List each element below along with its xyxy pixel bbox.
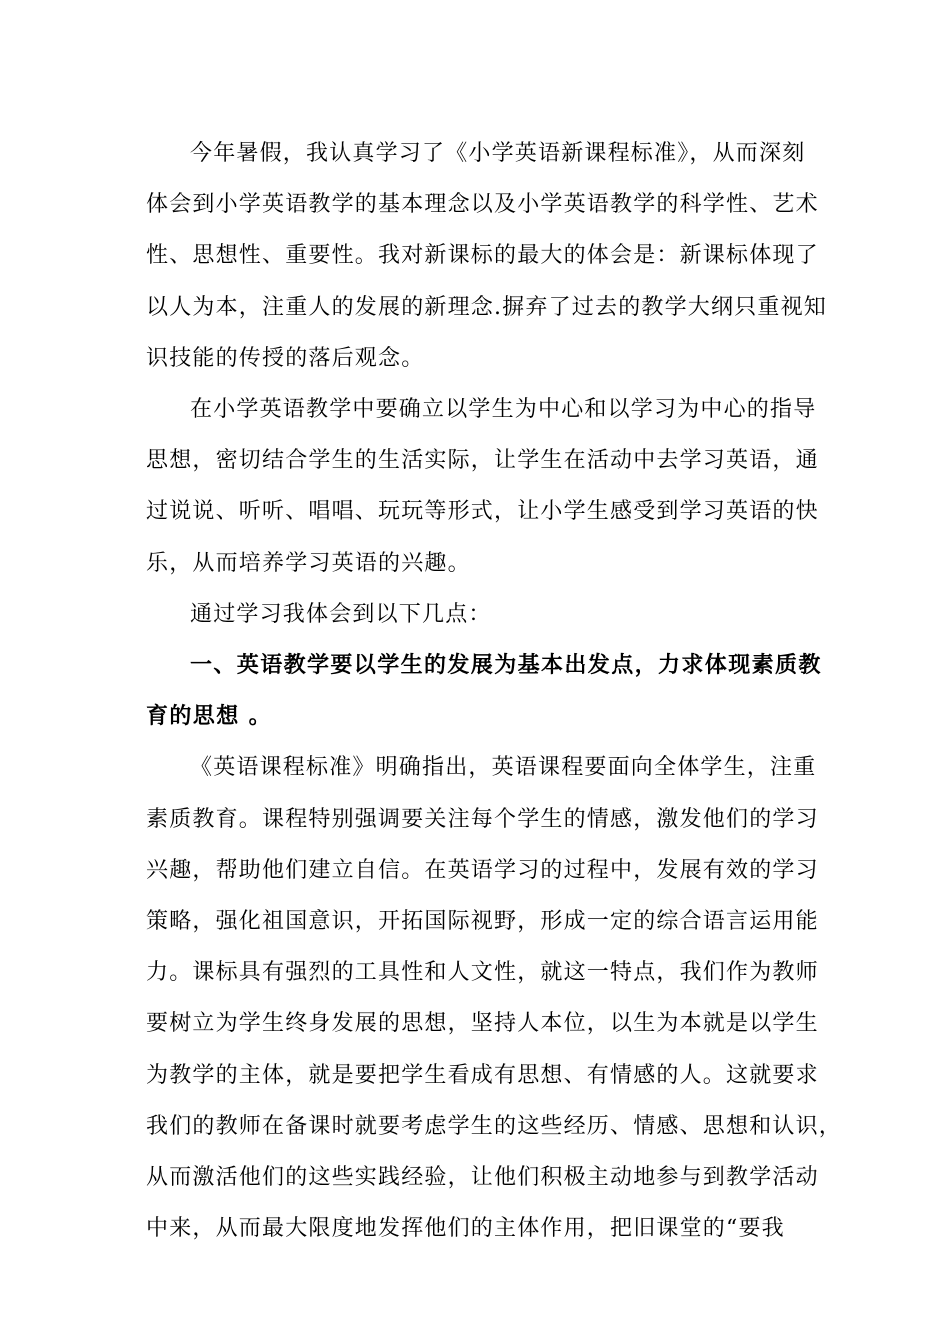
body-paragraph <box>146 384 819 589</box>
text-line: 思想，密切结合学生的生活实际，让学生在活动中去学习英语，通 <box>146 448 819 474</box>
text-line: 识技能的传授的落后观念。 <box>146 345 425 371</box>
text-line: 今年暑假，我认真学习了《小学英语新课程标准》，从而深刻 <box>190 141 806 166</box>
body-paragraph <box>146 128 827 384</box>
text-line: 以人为本，注重人的发展的新理念.摒弃了过去的教学大纲只重视知 <box>146 294 827 320</box>
text-line: 从而激活他们的这些实践经验，让他们积极主动地参与到教学活动 <box>146 1165 819 1191</box>
text-line: 过说说、听听、唱唱、玩玩等形式，让小学生感受到学习英语的快 <box>146 499 819 525</box>
body-paragraph <box>146 742 843 1254</box>
text-line: 一、英语教学要以学生的发展为基本出发点，力求体现素质教 <box>190 653 822 679</box>
text-line: 我们的教师在备课时就要考虑学生的这些经历、情感、思想和认识， <box>146 1113 843 1139</box>
text-line: 育的思想 。 <box>146 704 273 730</box>
text-line: 为教学的主体，就是要把学生看成有思想、有情感的人。这就要求 <box>146 1062 819 1088</box>
text-line: 策略，强化祖国意识，开拓国际视野，形成一定的综合语言运用能 <box>146 909 819 935</box>
document-body <box>146 128 843 1254</box>
text-line: 体会到小学英语教学的基本理念以及小学英语教学的科学性、艺术 <box>146 192 819 218</box>
body-paragraph <box>146 589 802 640</box>
text-line: 乐，从而培养学习英语的兴趣。 <box>146 550 471 576</box>
text-line: 在小学英语教学中要确立以学生为中心和以学习为中心的指导 <box>190 397 817 423</box>
text-line: 力。课标具有强烈的工具性和人文性，就这一特点，我们作为教师 <box>146 960 819 986</box>
text-line: 兴趣，帮助他们建立自信。在英语学习的过程中，发展有效的学习 <box>146 857 819 883</box>
text-line: 要树立为学生终身发展的思想，坚持人本位，以生为本就是以学生 <box>146 1011 819 1037</box>
text-line: 素质教育。课程特别强调要关注每个学生的情感，激发他们的学习 <box>146 806 819 832</box>
text-line: 《英语课程标准》明确指出，英语课程要面向全体学生，注重 <box>190 755 817 781</box>
text-line: 性、思想性、重要性。我对新课标的最大的体会是：新课标体现了 <box>146 243 819 269</box>
section-heading <box>146 640 822 742</box>
text-line: 通过学习我体会到以下几点： <box>190 601 492 627</box>
text-line: 中来，从而最大限度地发挥他们的主体作用，把旧课堂的“要我 <box>146 1216 785 1242</box>
